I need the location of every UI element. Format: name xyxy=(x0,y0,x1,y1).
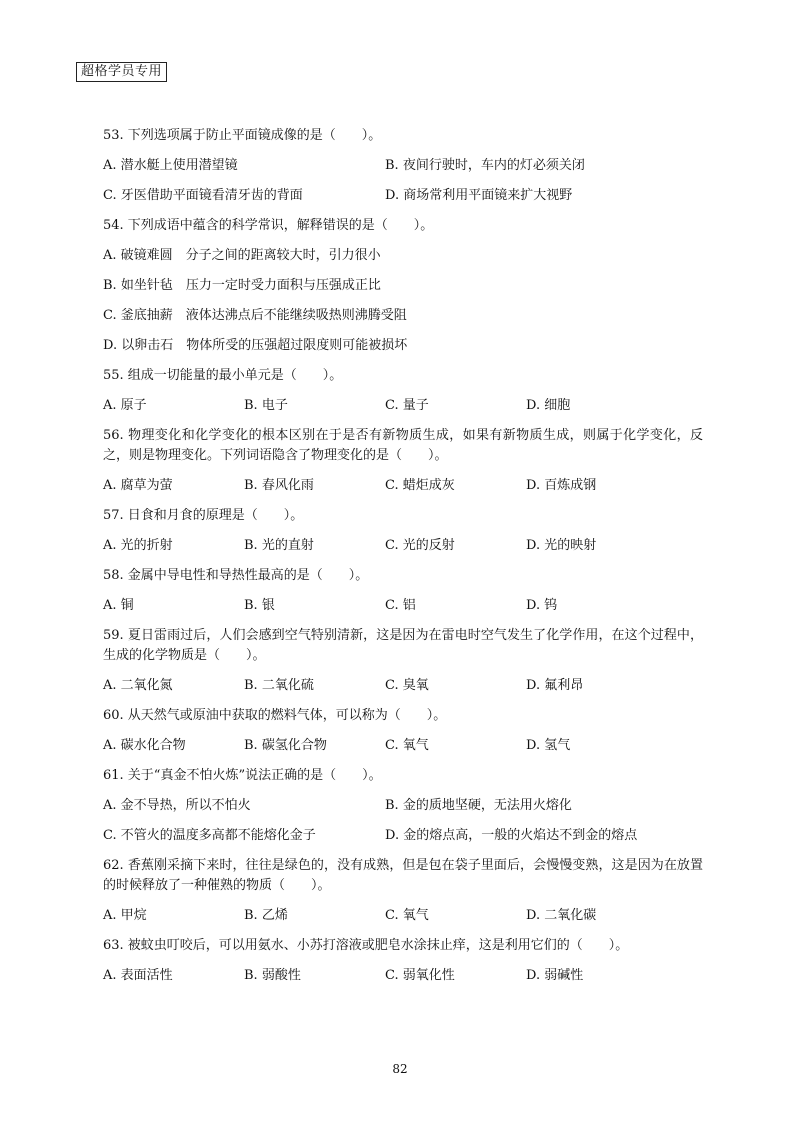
option-b: B. 弱酸性 xyxy=(244,968,301,983)
option-c: C. 牙医借助平面镜看清牙齿的背面 xyxy=(103,188,303,203)
question-58 xyxy=(103,566,703,616)
option-c: C. 量子 xyxy=(385,398,429,413)
option-a: A. 原子 xyxy=(103,398,147,413)
option-row xyxy=(103,966,703,986)
option-c: C. 蜡炬成灰 xyxy=(385,478,455,493)
option-a: A. 二氧化氮 xyxy=(103,678,173,693)
option-c: C. 铝 xyxy=(385,598,416,613)
option-a: A. 光的折射 xyxy=(103,538,173,553)
option-row xyxy=(103,306,703,326)
option-row xyxy=(103,796,703,816)
question-stem: 56. 物理变化和化学变化的根本区别在于是否有新物质生成，如果有新物质生成，则属于化学变化，反之，则是物理变化。下列词语隐含了物理变化的是（ ）。 xyxy=(103,428,703,463)
option-a: A. 表面活性 xyxy=(103,968,173,983)
option-b: B. 光的直射 xyxy=(244,538,314,553)
header-badge: 超格学员专用 xyxy=(76,62,167,82)
question-55 xyxy=(103,366,703,416)
question-stem: 55. 组成一切能量的最小单元是（ ）。 xyxy=(103,368,343,383)
option-b: B. 如坐针毡 压力一定时受力面积与压强成正比 xyxy=(103,278,381,293)
option-d: D. 氟利昂 xyxy=(526,678,584,693)
option-c: C. 臭氧 xyxy=(385,678,429,693)
option-a: A. 破镜难圆 分子之间的距离较大时，引力很小 xyxy=(103,248,381,263)
option-a: A. 腐草为萤 xyxy=(103,478,173,493)
option-d: D. 二氧化碳 xyxy=(526,908,597,923)
option-row xyxy=(103,596,703,616)
question-list xyxy=(103,126,703,996)
option-row xyxy=(103,536,703,556)
question-63 xyxy=(103,936,703,986)
option-a: A. 金不导热，所以不怕火 xyxy=(103,798,251,813)
question-stem: 62. 香蕉刚采摘下来时，往往是绿色的，没有成熟，但是包在袋子里面后，会慢慢变熟，这是因为在放置的时候释放了一种催熟的物质（ ）。 xyxy=(103,858,703,893)
option-c: C. 光的反射 xyxy=(385,538,455,553)
option-c: C. 弱氧化性 xyxy=(385,968,455,983)
option-row xyxy=(103,826,703,846)
option-a: A. 甲烷 xyxy=(103,908,147,923)
option-b: B. 夜间行驶时，车内的灯必须关闭 xyxy=(385,158,585,173)
option-a: A. 潜水艇上使用潜望镜 xyxy=(103,158,238,173)
question-61 xyxy=(103,766,703,846)
option-b: B. 电子 xyxy=(244,398,288,413)
option-b: B. 银 xyxy=(244,598,275,613)
option-a: A. 碳水化合物 xyxy=(103,738,186,753)
option-d: D. 弱碱性 xyxy=(526,968,584,983)
option-b: B. 金的质地坚硬，无法用火熔化 xyxy=(385,798,572,813)
question-53 xyxy=(103,126,703,206)
question-stem: 59. 夏日雷雨过后，人们会感到空气特别清新，这是因为在雷电时空气发生了化学作用，在这个过程中，生成的化学物质是（ ）。 xyxy=(103,628,703,663)
question-57 xyxy=(103,506,703,556)
question-60 xyxy=(103,706,703,756)
option-d: D. 光的映射 xyxy=(526,538,597,553)
option-c: C. 不管火的温度多高都不能熔化金子 xyxy=(103,828,316,843)
option-row xyxy=(103,476,703,496)
question-stem: 63. 被蚊虫叮咬后，可以用氨水、小苏打溶液或肥皂水涂抹止痒，这是利用它们的（ ）。 xyxy=(103,938,629,953)
option-row xyxy=(103,186,703,206)
option-d: D. 细胞 xyxy=(526,398,571,413)
option-b: B. 二氧化硫 xyxy=(244,678,314,693)
option-row xyxy=(103,676,703,696)
option-row xyxy=(103,336,703,356)
question-62 xyxy=(103,856,703,926)
question-stem: 57. 日食和月食的原理是（ ）。 xyxy=(103,508,304,523)
question-stem: 58. 金属中导电性和导热性最高的是（ ）。 xyxy=(103,568,369,583)
option-d: D. 金的熔点高，一般的火焰达不到金的熔点 xyxy=(385,828,638,843)
option-b: B. 春风化雨 xyxy=(244,478,314,493)
question-56 xyxy=(103,426,703,496)
option-row xyxy=(103,906,703,926)
option-d: D. 氢气 xyxy=(526,738,571,753)
option-b: B. 碳氢化合物 xyxy=(244,738,327,753)
option-row xyxy=(103,276,703,296)
option-d: D. 商场常利用平面镜来扩大视野 xyxy=(385,188,573,203)
option-d: D. 钨 xyxy=(526,598,558,613)
option-row xyxy=(103,246,703,266)
question-54 xyxy=(103,216,703,356)
option-d: D. 以卵击石 物体所受的压强超过限度则可能被损坏 xyxy=(103,338,408,353)
option-d: D. 百炼成钢 xyxy=(526,478,597,493)
question-stem: 54. 下列成语中蕴含的科学常识，解释错误的是（ ）。 xyxy=(103,218,434,233)
page-number: 82 xyxy=(392,1062,408,1076)
option-row xyxy=(103,156,703,176)
question-stem: 53. 下列选项属于防止平面镜成像的是（ ）。 xyxy=(103,128,382,143)
option-row xyxy=(103,396,703,416)
option-c: C. 釜底抽薪 液体达沸点后不能继续吸热则沸腾受阻 xyxy=(103,308,407,323)
option-b: B. 乙烯 xyxy=(244,908,288,923)
option-c: C. 氧气 xyxy=(385,738,429,753)
option-c: C. 氧气 xyxy=(385,908,429,923)
option-row xyxy=(103,736,703,756)
option-a: A. 铜 xyxy=(103,598,134,613)
question-stem: 61. 关于“真金不怕火炼”说法正确的是（ ）。 xyxy=(103,768,382,783)
question-59 xyxy=(103,626,703,696)
question-stem: 60. 从天然气或原油中获取的燃料气体，可以称为（ ）。 xyxy=(103,708,447,723)
